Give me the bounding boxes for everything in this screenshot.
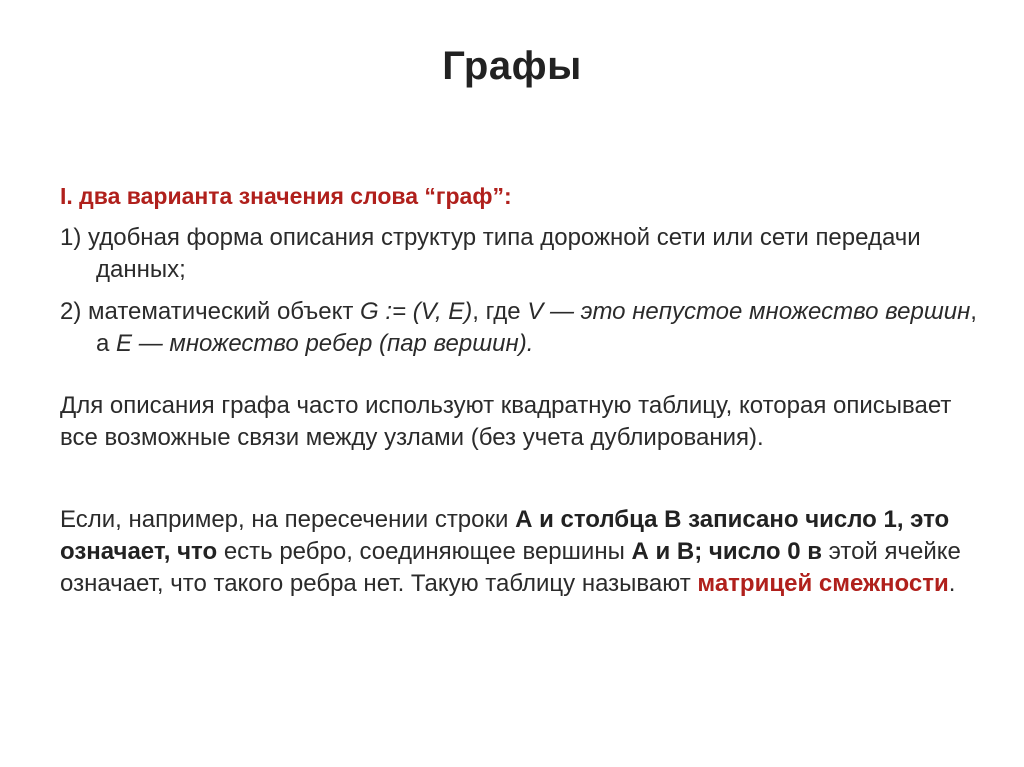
paragraph-table-description: Для описания графа часто используют квадратную таблицу, которая описывает все возможные связи между узлами (без учета дублирования).: [60, 392, 952, 451]
para2-text-1: Если, например, на пересечении строки: [60, 506, 516, 533]
paragraph-adjacency-matrix: [60, 504, 980, 600]
definition-item-1: 1) удобная форма описания структур типа дорожной сети или сети передачи данных;: [60, 224, 921, 283]
item2-text-2: , где: [472, 298, 528, 325]
para2-bold-2: А и В; число 0 в: [631, 538, 822, 565]
item2-vertices-definition: V — это непустое множество вершин: [527, 298, 971, 325]
definition-item-2: [60, 296, 980, 360]
para2-bold-1: А и столбца В записано число 1, это означает, что: [60, 506, 950, 565]
para2-end: .: [948, 570, 956, 597]
para2-text-2: есть ребро, соединяющее вершины: [217, 538, 632, 565]
slide-title: Графы: [442, 44, 582, 88]
item2-formula: G := (V, E): [360, 298, 473, 325]
slide-content: [60, 180, 980, 600]
item2-text-3: , а: [96, 298, 977, 357]
adjacency-matrix-term: матрицей смежности: [697, 570, 949, 597]
item2-edges-definition: E — множество ребер (пар вершин).: [116, 330, 534, 357]
section-heading: I. два варианта значения слова “граф”:: [60, 183, 512, 209]
para2-text-3: этой ячейке означает, что такого ребра нет. Такую таблицу называют: [60, 538, 961, 597]
item2-text-1: 2) математический объект: [60, 298, 361, 325]
